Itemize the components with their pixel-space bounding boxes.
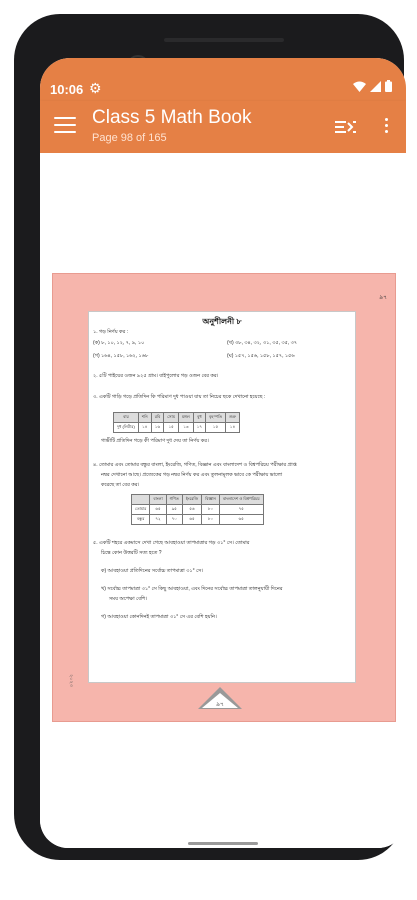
table-cell: ৭০ [166, 515, 182, 525]
status-time: 10:06 [50, 82, 84, 97]
table-cell: ৮০ [202, 505, 220, 515]
page-line: চিন্তে কোন উত্তরটি সত্য হতে ? [101, 550, 162, 556]
status-bar [40, 58, 406, 101]
page-line: ক) আবহাওয়া প্রতিদিনের সর্বোচ্চ তাপমাত্রা ৩১° সে। [101, 568, 204, 574]
pdf-viewer[interactable] [40, 153, 406, 848]
page-line: ৩. একটি গাড়ি গড়ে প্রতিদিন কি পরিমাণ দুধ পাওয়া যায় তা নিচের ছকে দেখানো হয়েছে : [93, 394, 266, 400]
table-cell: ১৭ [193, 423, 205, 433]
table-cell: ৫৬ [182, 505, 201, 515]
table-cell: ৬৫ [150, 505, 166, 515]
page-line: (ঘ) ১৫৭, ১৫৬, ১৫৮, ১৫৭, ১৫৬ [227, 353, 295, 359]
table-header: ইংরেজি [182, 495, 201, 505]
page-line: ৫. একটি শহরে একমাসে দেখা গেছে আবহাওয়া তাপমাত্রার গড় ৩১° সে। তোমার [93, 540, 250, 546]
wifi-icon [353, 81, 366, 92]
app-bar [40, 101, 406, 153]
page-line: (গ) ১৬৪, ১৫৮, ১৬২, ১৬৮ [93, 353, 149, 359]
table-header: বুধ [193, 413, 205, 423]
table-cell: ৯৫ [166, 505, 182, 515]
app-title: Class 5 Math Book [92, 107, 252, 128]
more-options-icon[interactable] [380, 115, 392, 139]
table-header: বাংলা [150, 495, 166, 505]
page-number: ৯৭ [216, 702, 224, 708]
phone-frame [14, 14, 404, 860]
battery-icon [385, 80, 392, 92]
signal-icon [370, 81, 381, 92]
table-cell: ৮০ [202, 515, 220, 525]
table-cell: বন্ধুর [132, 515, 150, 525]
table-cell: ১৪ [226, 423, 240, 433]
table-cell: ৭৫ [219, 505, 263, 515]
page-corner-number: ৯৭ [379, 295, 387, 301]
page-line: নম্বর দেখানো আছে। প্রত্যেকের গড় নম্বর নির্ণয় কর এবং তুলনামূলক ভাবে কে পরীক্ষায় ভালো [101, 472, 283, 478]
table-header: বিজ্ঞান [202, 495, 220, 505]
hamburger-menu-icon[interactable] [54, 117, 76, 135]
home-indicator[interactable] [188, 842, 258, 845]
milk-table [113, 412, 240, 433]
table-header: বাংলাদেশ ও বিশ্বপরিচয় [219, 495, 263, 505]
table-header [132, 495, 150, 505]
page-line: গাভীটি প্রতিদিন গড়ে কী পরিমাণ দুধ দেয় তা নির্ণয় কর। [101, 438, 209, 444]
page-line: ১. গড় নির্ণয় কর : [93, 329, 129, 335]
table-cell: ১৪ [138, 423, 151, 433]
table-of-contents-icon[interactable] [334, 116, 358, 138]
table-header: শনি [138, 413, 151, 423]
marks-table [131, 494, 264, 525]
page-content [88, 311, 356, 683]
table-header: বার [114, 413, 139, 423]
settings-gear-icon: ⚙ [89, 80, 102, 96]
page-line: গ) আবহাওয়া কোনদিনই তাপমাত্রা ৩১° সে এর বেশি হয়নি। [101, 614, 217, 620]
table-cell: ৬৫ [219, 515, 263, 525]
page-side-note: ২০২৩ [68, 674, 74, 688]
page-line: (খ) ৩৮, ৩৪, ৩২, ৩১, ৩৫, ৩৫, ৩৭ [227, 340, 298, 346]
earpiece [164, 38, 284, 42]
table-cell: দুধ (লিটার) [114, 423, 139, 433]
table-cell: ১৫ [164, 423, 179, 433]
page-line: খ) সর্বোচ্চ তাপমাত্রা ৩১° সে কিছু আবহাওয়া, এবং দিনের সর্বোচ্চ তাপমাত্রা তালনুযায়ী দিনের [101, 586, 283, 592]
table-cell: ১৫ [206, 423, 226, 433]
table-header: বৃহস্পতি [206, 413, 226, 423]
table-cell: ৬৫ [182, 515, 201, 525]
table-header: মঙ্গল [178, 413, 193, 423]
page-line: ৪. তোমার এবং তোমার বন্ধুর বাংলা, ইংরেজি, গণিত, বিজ্ঞান এবং বাংলাদেশ ও বিশ্বপরিচয় পরীক্ষার প্রাপ্ত [93, 462, 297, 468]
table-cell: ১৩ [178, 423, 193, 433]
page-line: করেছে তা বের কর। [101, 482, 140, 488]
status-icons [353, 80, 392, 92]
page-indicator: Page 98 of 165 [92, 132, 167, 144]
exercise-heading: অনুশীলনী ৮ [202, 317, 242, 326]
table-cell: তোমার [132, 505, 150, 515]
page-line: ২. ৫টি পাইয়ের ওজন ৯২৫ গ্রাম। বাইপুলোর গড় ওজন বের কর। [93, 373, 219, 379]
pdf-page[interactable] [52, 273, 396, 722]
page-line: (ক) ৮, ১০, ১২, ৭, ৯, ১০ [93, 340, 145, 346]
table-header: শুক্র [226, 413, 240, 423]
screen [40, 58, 406, 848]
table-header: রবি [151, 413, 164, 423]
table-header: গণিত [166, 495, 182, 505]
page-line: সময় অপেক্ষা বেশি। [109, 596, 148, 602]
table-header: সোম [164, 413, 179, 423]
table-cell: ৭২ [150, 515, 166, 525]
table-cell: ১৬ [151, 423, 164, 433]
